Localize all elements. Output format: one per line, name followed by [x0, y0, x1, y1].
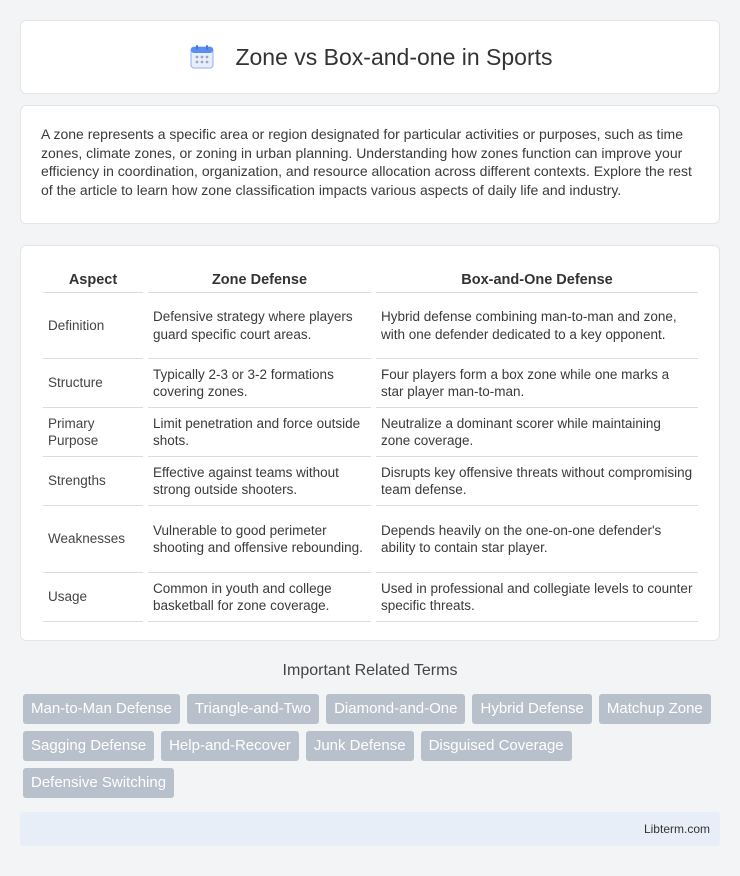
related-terms-list — [23, 694, 723, 805]
aspect-cell: Strengths — [43, 457, 143, 506]
table-row — [43, 457, 698, 506]
column-header-zone: Zone Defense — [148, 264, 371, 293]
intro-paragraph: A zone represents a specific area or region designated for particular activities or purposes, such as time zones, climate zones, or zoning in urban planning. Understanding how zones function can improve your efficiency in coordination, organization, and resource allocation across different contexts. Explore the rest of the article to learn how zone classification impacts various aspects of daily life and industry. — [41, 126, 692, 198]
column-header-aspect: Aspect — [43, 264, 143, 293]
zone-cell: Common in youth and college basketball for zone coverage. — [148, 573, 371, 622]
table-row — [43, 359, 698, 408]
box-and-one-cell: Hybrid defense combining man-to-man and zone, with one defender dedicated to a key opponent. — [376, 293, 698, 359]
aspect-cell: Definition — [43, 293, 143, 359]
aspect-cell: Weaknesses — [43, 506, 143, 573]
aspect-cell: Usage — [43, 573, 143, 622]
related-term-tag[interactable]: Diamond-and-One — [326, 694, 465, 724]
related-term-tag[interactable]: Junk Defense — [306, 731, 414, 761]
box-and-one-cell: Depends heavily on the one-on-one defender's ability to contain star player. — [376, 506, 698, 573]
box-and-one-cell: Four players form a box zone while one marks a star player man-to-man. — [376, 359, 698, 408]
zone-cell: Typically 2-3 or 3-2 formations covering zones. — [148, 359, 371, 408]
zone-cell: Effective against teams without strong outside shooters. — [148, 457, 371, 506]
table-header-row — [43, 264, 698, 293]
table-row — [43, 573, 698, 622]
header-card — [20, 20, 720, 94]
related-term-tag[interactable]: Triangle-and-Two — [187, 694, 319, 724]
related-term-tag[interactable]: Disguised Coverage — [421, 731, 572, 761]
zone-cell: Limit penetration and force outside shots. — [148, 408, 371, 457]
zone-cell: Defensive strategy where players guard specific court areas. — [148, 293, 371, 359]
calendar-icon — [187, 42, 217, 72]
intro-card — [20, 105, 720, 224]
related-terms-heading: Important Related Terms — [282, 662, 458, 679]
column-header-box-and-one: Box-and-One Defense — [376, 264, 698, 293]
footer-site-link[interactable]: Libterm.com — [643, 822, 710, 836]
table-row — [43, 506, 698, 573]
related-term-tag[interactable]: Hybrid Defense — [472, 694, 591, 724]
table-row — [43, 408, 698, 457]
page-title: Zone vs Box-and-one in Sports — [235, 43, 553, 70]
comparison-table — [38, 264, 703, 622]
related-term-tag[interactable]: Help-and-Recover — [161, 731, 299, 761]
table-row — [43, 293, 698, 359]
comparison-table-card — [20, 245, 720, 641]
related-term-tag[interactable]: Sagging Defense — [23, 731, 154, 761]
aspect-cell: Primary Purpose — [43, 408, 143, 457]
zone-cell: Vulnerable to good perimeter shooting and offensive rebounding. — [148, 506, 371, 573]
aspect-cell: Structure — [43, 359, 143, 408]
related-term-tag[interactable]: Man-to-Man Defense — [23, 694, 180, 724]
footer — [20, 812, 720, 846]
box-and-one-cell: Neutralize a dominant scorer while maintaining zone coverage. — [376, 408, 698, 457]
related-term-tag[interactable]: Matchup Zone — [599, 694, 711, 724]
related-term-tag[interactable]: Defensive Switching — [23, 768, 174, 798]
box-and-one-cell: Used in professional and collegiate levels to counter specific threats. — [376, 573, 698, 622]
box-and-one-cell: Disrupts key offensive threats without compromising team defense. — [376, 457, 698, 506]
